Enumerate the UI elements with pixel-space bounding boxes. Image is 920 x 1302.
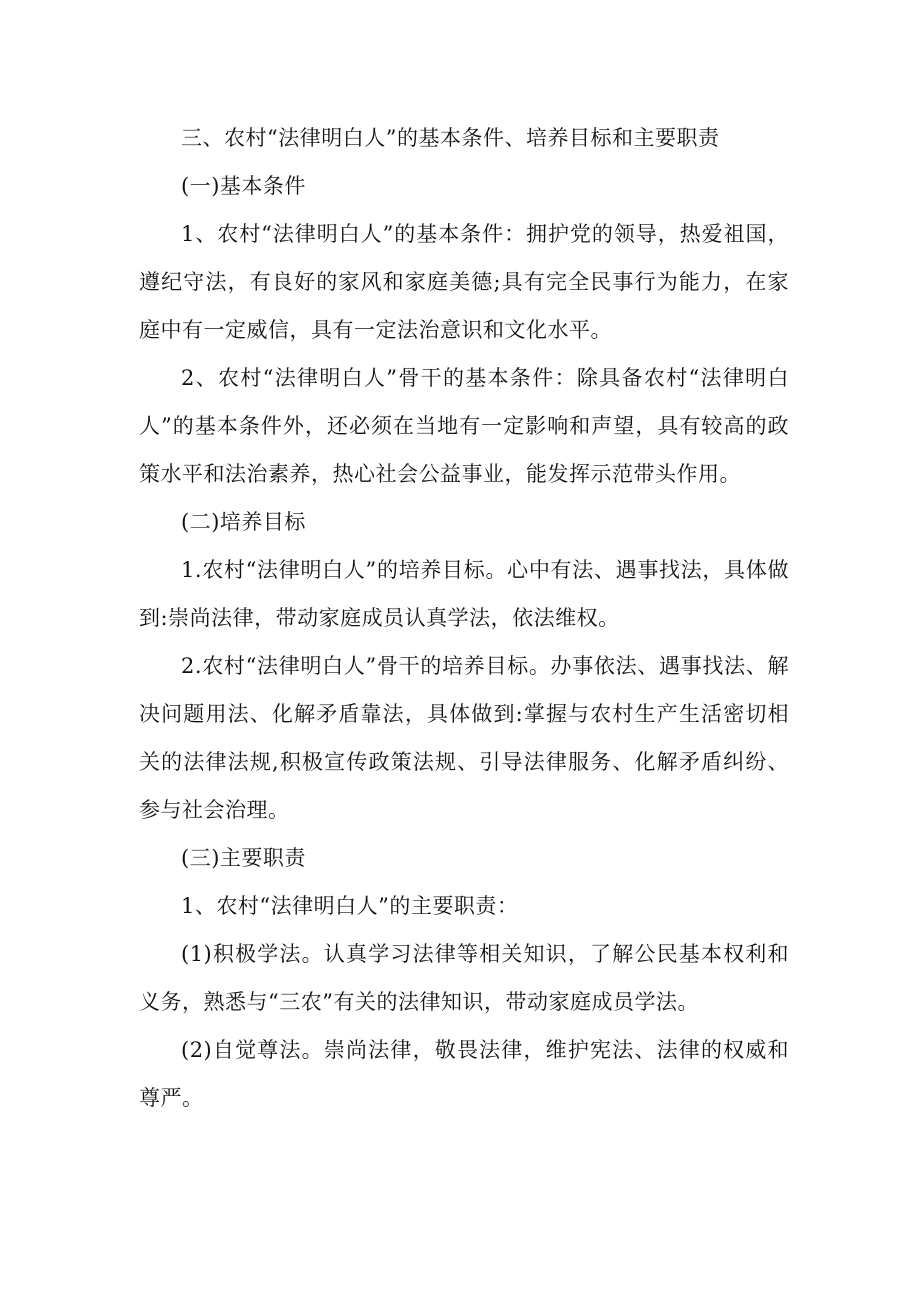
paragraph-duty-1: (1)积极学法。认真学习法律等相关知识，了解公民基本权利和义务，熟悉与“三农”有关的法律知识，带动家庭成员学法。 <box>139 942 789 1014</box>
paragraph-conditions-2: 2、农村“法律明白人”骨干的基本条件：除具备农村“法律明白人”的基本条件外，还必须在当地有一定影响和声望，具有较高的政策水平和法治素养，热心社会公益事业，能发挥示范带头作用。 <box>139 366 789 486</box>
paragraph-duties-intro: 1、农村“法律明白人”的主要职责： <box>181 894 519 918</box>
paragraph-goals-1: 1.农村“法律明白人”的培养目标。心中有法、遇事找法，具体做到:崇尚法律，带动家庭成员认真学法，依法维权。 <box>139 558 789 630</box>
paragraph-conditions-1: 1、农村“法律明白人”的基本条件：拥护党的领导，热爱祖国，遵纪守法，有良好的家风和家庭美德;具有完全民事行为能力，在家庭中有一定威信，具有一定法治意识和文化水平。 <box>139 222 789 342</box>
subsection-heading-training-goals: (二)培养目标 <box>181 510 306 534</box>
paragraph-goals-2: 2.农村“法律明白人”骨干的培养目标。办事依法、遇事找法、解决问题用法、化解矛盾靠法，具体做到:掌握与农村生产生活密切相关的法律法规,积极宣传政策法规、引导法律服务、化解矛盾纠纷、参与社会治理。 <box>139 654 789 822</box>
paragraph-duty-2: (2)自觉尊法。崇尚法律，敬畏法律，维护宪法、法律的权威和尊严。 <box>139 1038 789 1110</box>
subsection-heading-basic-conditions: (一)基本条件 <box>181 174 306 198</box>
section-heading: 三、农村“法律明白人”的基本条件、培养目标和主要职责 <box>181 126 720 150</box>
document-body <box>139 114 789 1122</box>
subsection-heading-main-duties: (三)主要职责 <box>181 846 306 870</box>
